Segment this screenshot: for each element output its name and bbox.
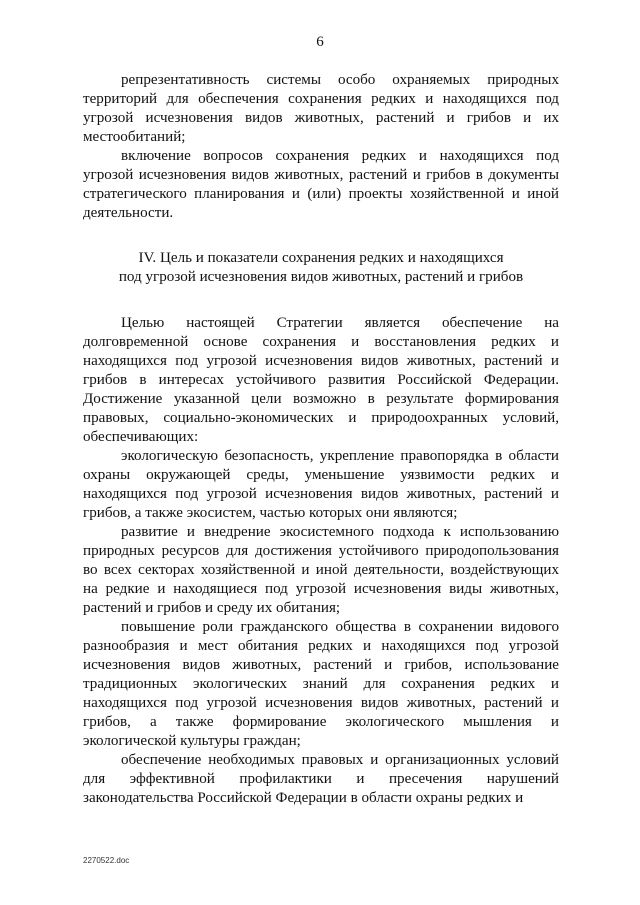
paragraph-ecological-safety: экологическую безопасность, укрепление правопорядка в области охраны окружающей среды, уменьшение уязвимости редких и находящихся под угрозой исчезновения видов животных, растений и грибов, а также экосистем, частью которых они являются; xyxy=(83,448,559,521)
paragraph-goal: Целью настоящей Стратегии является обеспечение на долговременной основе сохранения и восстановления редких и находящихся под угрозой исчезновения видов животных, растений и грибов в интересах устойчивого развития Российской Федерации. Достижение указанной цели возможно в результате формирования правовых, социально-экономических и природоохранных условий, обеспечивающих: xyxy=(83,315,559,445)
section-heading-line-1: IV. Цель и показатели сохранения редких и находящихся xyxy=(138,250,504,266)
section-heading xyxy=(83,249,559,287)
paragraph-civil-society: повышение роли гражданского общества в сохранении видового разнообразия и мест обитания редких и находящихся под угрозой исчезновения видов животных, растений и грибов, использование традиционных экологических знаний для сохранения редких и находящихся под угрозой исчезновения видов животных, растений и грибов, а также формирование экологического мышления и экологической культуры граждан; xyxy=(83,619,559,749)
paragraph-ecosystem-approach: развитие и внедрение экосистемного подхода к использованию природных ресурсов для достижения устойчивого природопользования во всех секторах хозяйственной и иной деятельности, воздействующих на редкие и находящиеся под угрозой исчезновения виды животных, растений и грибов и среду их обитания; xyxy=(83,524,559,616)
document-file-code: 2270522.doc xyxy=(83,856,130,865)
paragraph-representativeness: репрезентативность системы особо охраняемых природных территорий для обеспечения сохранения редких и находящихся под угрозой исчезновения видов животных, растений и грибов и их местообитаний; xyxy=(83,72,559,145)
paragraph-legal-conditions: обеспечение необходимых правовых и организационных условий для эффективной профилактики и пресечения нарушений законодательства Российской Федерации в области охраны редких и xyxy=(83,752,559,806)
document-body xyxy=(83,71,559,808)
paragraph-inclusion-planning: включение вопросов сохранения редких и находящихся под угрозой исчезновения видов животных, растений и грибов в документы стратегического планирования и (или) проекты хозяйственной и иной деятельности. xyxy=(83,148,559,221)
page-number: 6 xyxy=(316,34,324,50)
section-heading-line-2: под угрозой исчезновения видов животных, растений и грибов xyxy=(118,269,524,285)
